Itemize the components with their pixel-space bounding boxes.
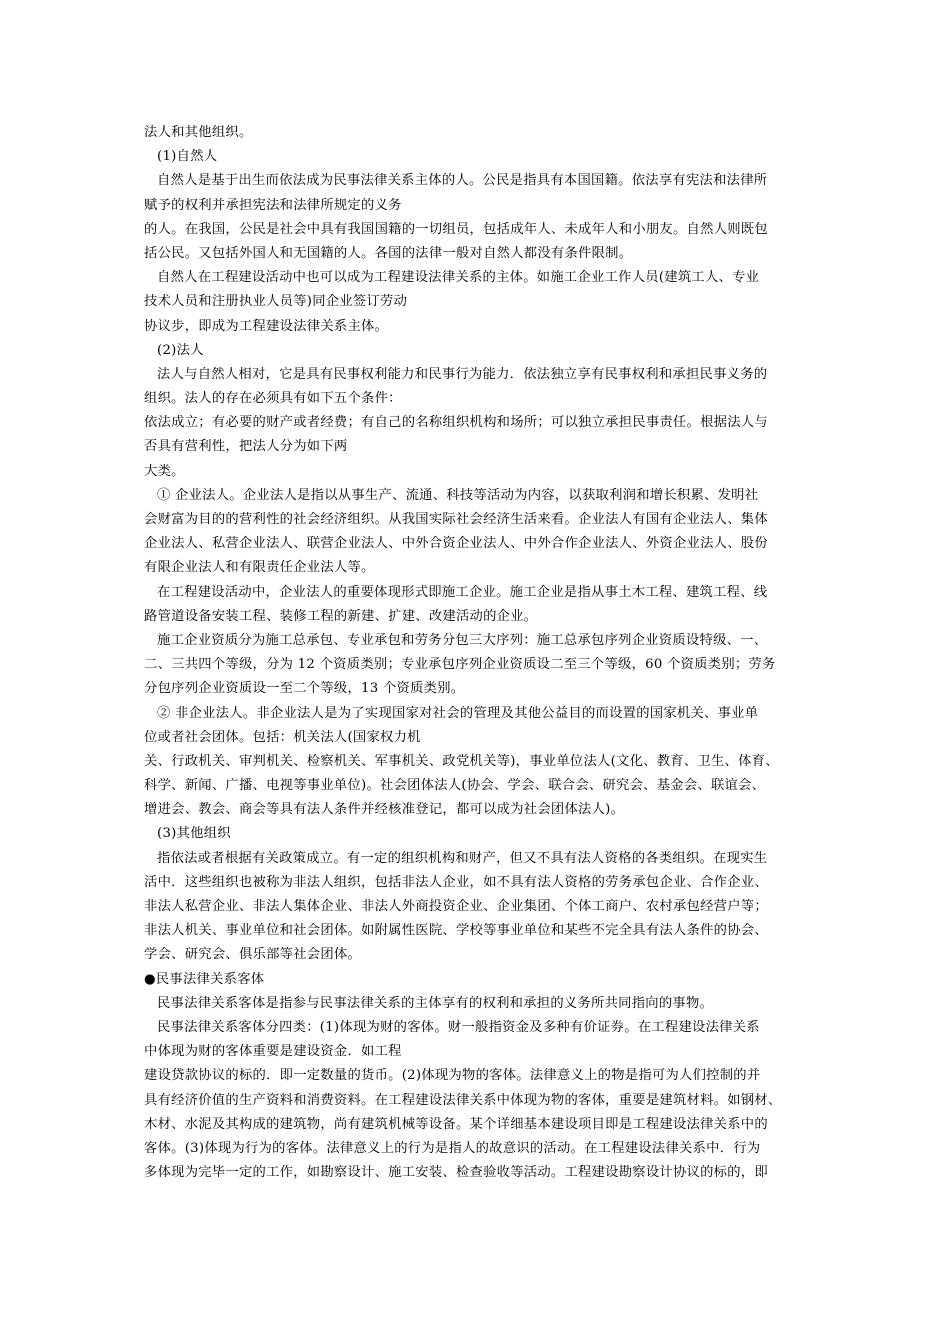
text-line: 非法人私营企业、非法人集体企业、非法人外商投资企业、企业集团、个体工商户、农村承包经营户等； (144, 899, 768, 914)
text-line: 非法人机关、事业单位和社会团体。如附属性医院、学校等事业单位和某些不完全具有法人条件的协会、 (144, 923, 768, 939)
text-line: 否具有营利性，把法人分为如下两 (144, 439, 348, 455)
text-line: 民事法律关系客体分四类：(1)体现为财的客体。财一般指资金及多种有价证券。在工程建设法律关系 (157, 1019, 760, 1035)
text-line: 指依法或者根据有关政策成立。有一定的组织机构和财产，但又不具有法人资格的各类组织。在现实生 (157, 850, 768, 866)
text-line: 位或者社会团体。包括：机关法人(国家权力机 (144, 729, 421, 745)
text-line: (1)自然人 (157, 149, 218, 165)
text-line: 学会、研究会、俱乐部等社会团体。 (144, 947, 362, 963)
text-line: 关、行政机关、审判机关、检察机关、军事机关、政党机关等)，事业单位法人(文化、教育、卫生、体育、 (144, 753, 779, 769)
text-line: 施工企业资质分为施工总承包、专业承包和劳务分包三大序列：施工总承包序列企业资质设特级、一、 (157, 632, 768, 648)
text-line: ① 企业法人。企业法人是指以从事生产、流通、科技等活动为内容，以获取利润和增长积累、发明社 (157, 487, 759, 503)
text-line: 法人与自然人相对，它是具有民事权利能力和民事行为能力．依法独立享有民事权利和承担民事义务的 (157, 366, 768, 382)
text-line: 民事法律关系客体是指参与民事法律关系的主体享有的权利和承担的义务所共同指向的事物。 (157, 995, 714, 1011)
text-line: ●民事法律关系客体 (144, 971, 265, 987)
text-line: 客体。(3)体现为行为的客体。法律意义上的行为是指人的故意识的活动。在工程建设法律关系中．行为 (144, 1140, 761, 1156)
text-line: 活中．这些组织也被称为非法人组织，包括非法人企业，如不具有法人资格的劳务承包企业、合作企业、 (144, 874, 768, 890)
text-line: 依法成立；有必要的财产或者经费；有自己的名称组织机构和场所；可以独立承担民事责任。根据法人与 (144, 415, 768, 431)
text-line: 有限企业法人和有限责任企业法人等。 (144, 560, 375, 576)
text-line: (2)法人 (157, 342, 204, 358)
document-body (144, 121, 816, 1185)
text-line: 建设贷款协议的标的．即一定数量的货币。(2)体现为物的客体。法律意义上的物是指可为人们控制的并 (144, 1068, 761, 1084)
text-line: 木材、水泥及其构成的建筑物，尚有建筑机械等设备。某个详细基本建设项目即是工程建设法律关系中的 (144, 1116, 768, 1132)
text-line: 科学、新闻、广播、电视等事业单位)。社会团体法人(协会、学会、联合会、研究会、基金会、联谊会、 (144, 778, 766, 794)
text-line: 组织。法人的存在必须具有如下五个条件： (144, 391, 402, 407)
text-line: 分包序列企业资质设一至二个等级，13 个资质类别。 (144, 681, 465, 697)
text-line: 路管道设备安装工程、装修工程的新建、扩建、改建活动的企业。 (144, 608, 538, 624)
text-line: (3)其他组织 (157, 826, 231, 842)
text-line: 协议步，即成为工程建设法律关系主体。 (144, 318, 389, 334)
text-line: 增进会、教会、商会等具有法人条件并经核准登记，都可以成为社会团体法人)。 (144, 802, 625, 818)
text-line: 自然人是基于出生而依法成为民事法律关系主体的人。公民是指具有本国国籍。依法享有宪法和法律所 (157, 173, 768, 189)
text-line: 具有经济价值的生产资料和消费资料。在工程建设法律关系中体现为物的客体，重要是建筑材料。如钢材、 (144, 1092, 782, 1108)
text-line: 赋予的权利并承担宪法和法律所规定的义务 (144, 197, 402, 213)
text-line: 自然人在工程建设活动中也可以成为工程建设法律关系的主体。如施工企业工作人员(建筑工人、专业 (157, 270, 760, 286)
text-line: 技术人员和注册执业人员等)同企业签订劳动 (144, 294, 408, 310)
text-line: 二、三共四个等级，分为 12 个资质类别；专业承包序列企业资质设二至三个等级，60 个资质类别；劳务 (144, 657, 776, 673)
text-line: 在工程建设活动中，企业法人的重要体现形式即施工企业。施工企业是指从事土木工程、建筑工程、线 (157, 584, 768, 600)
text-line: 中体现为财的客体重要是建设资金．如工程 (144, 1044, 402, 1060)
text-line: 企业法人、私营企业法人、联营企业法人、中外合资企业法人、中外合作企业法人、外资企业法人、股份 (144, 536, 768, 552)
text-line: 的人。在我国，公民是社会中具有我国国籍的一切组员，包括成年人、未成年人和小朋友。自然人则既包 (144, 221, 768, 237)
text-line: ② 非企业法人。非企业法人是为了实现国家对社会的管理及其他公益目的而设置的国家机关、事业单 (157, 705, 759, 721)
text-line: 括公民。又包括外国人和无国籍的人。各国的法律一般对自然人都没有条件限制。 (144, 245, 633, 261)
text-line: 大类。 (144, 463, 185, 479)
text-line: 会财富为目的的营利性的社会经济组织。从我国实际社会经济生活来看。企业法人有国有企业法人、集体 (144, 512, 768, 527)
text-line: 法人和其他组织。 (144, 125, 253, 140)
text-line: 多体现为完毕一定的工作，如勘察设计、施工安装、检查验收等活动。工程建设勘察设计协议的标的，即 (144, 1165, 768, 1181)
